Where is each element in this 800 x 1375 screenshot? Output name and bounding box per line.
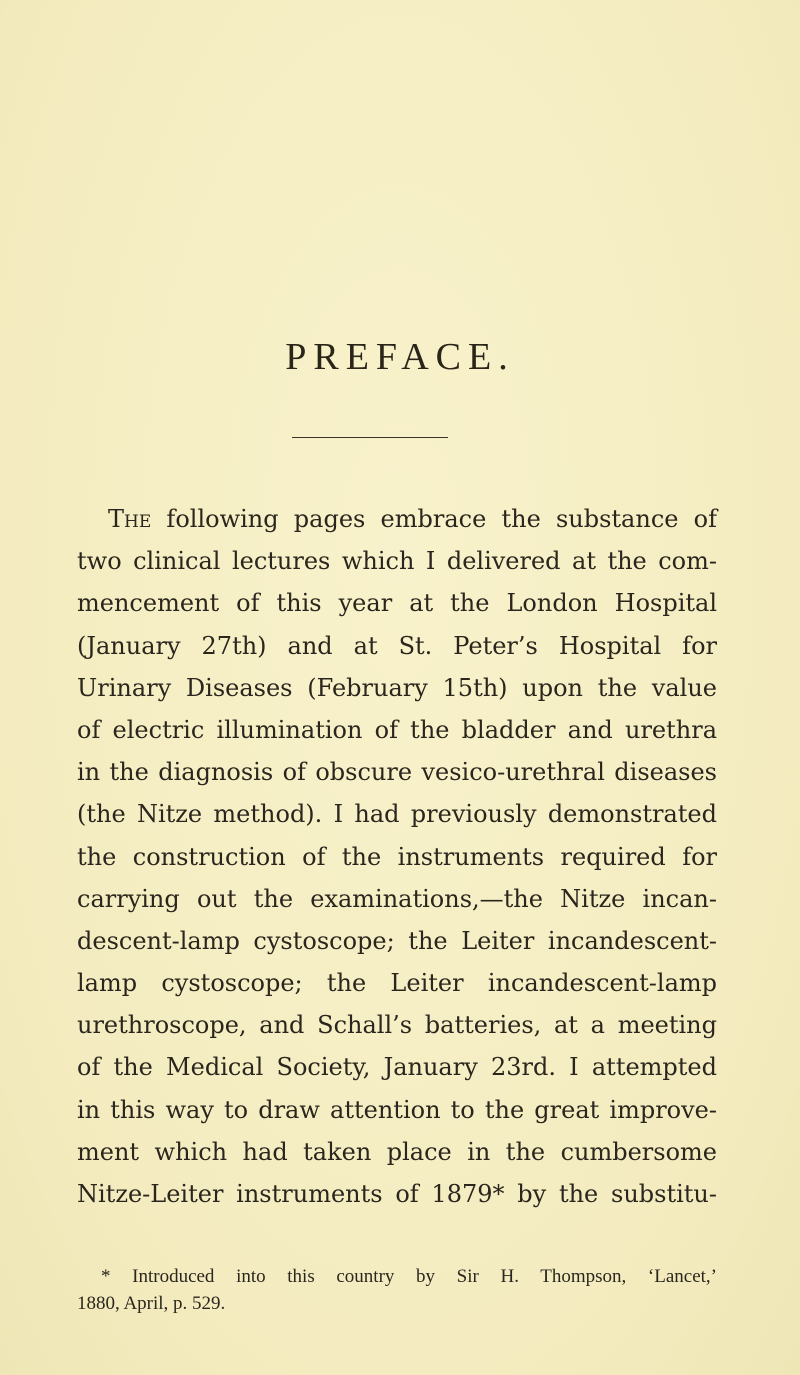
- body-line: in this way to draw attention to the great improve-: [77, 1095, 717, 1124]
- body-line: two clinical lectures which I delivered at the com-: [77, 547, 717, 576]
- body-line: Urinary Diseases (February 15th) upon the value: [77, 673, 717, 702]
- body-line: the construction of the instruments required for: [77, 842, 717, 871]
- first-word-small-caps: The: [108, 505, 152, 533]
- preface-body: [77, 498, 717, 1215]
- footnote: [77, 1263, 717, 1317]
- body-line: ment which had taken place in the cumbersome: [77, 1137, 717, 1166]
- footnote-line: * Introduced into this country by Sir H. Thompson, ‘Lancet,’: [101, 1266, 717, 1287]
- body-line: (January 27th) and at St. Peter’s Hospital for: [77, 631, 717, 660]
- body-line: urethroscope, and Schall’s batteries, at a meeting: [77, 1011, 717, 1040]
- title-rule-divider: [292, 437, 448, 438]
- body-line: carrying out the examinations,—the Nitze incan-: [77, 884, 717, 913]
- body-line: [77, 498, 717, 540]
- body-line: mencement of this year at the London Hospital: [77, 589, 717, 618]
- body-line: descent-lamp cystoscope; the Leiter incandescent-: [77, 926, 717, 955]
- body-line-text: following pages embrace the substance of: [151, 505, 717, 533]
- page-title: PREFACE.: [285, 336, 515, 378]
- body-line: of electric illumination of the bladder and urethra: [77, 715, 717, 744]
- body-line: in the diagnosis of obscure vesico-urethral diseases: [77, 758, 717, 787]
- body-line: Nitze-Leiter instruments of 1879* by the substitu-: [77, 1180, 717, 1208]
- body-line: (the Nitze method). I had previously demonstrated: [77, 800, 717, 829]
- body-line: lamp cystoscope; the Leiter incandescent-lamp: [77, 969, 717, 998]
- footnote-line: 1880, April, p. 529.: [77, 1293, 226, 1314]
- body-line: of the Medical Society, January 23rd. I attempted: [77, 1053, 717, 1082]
